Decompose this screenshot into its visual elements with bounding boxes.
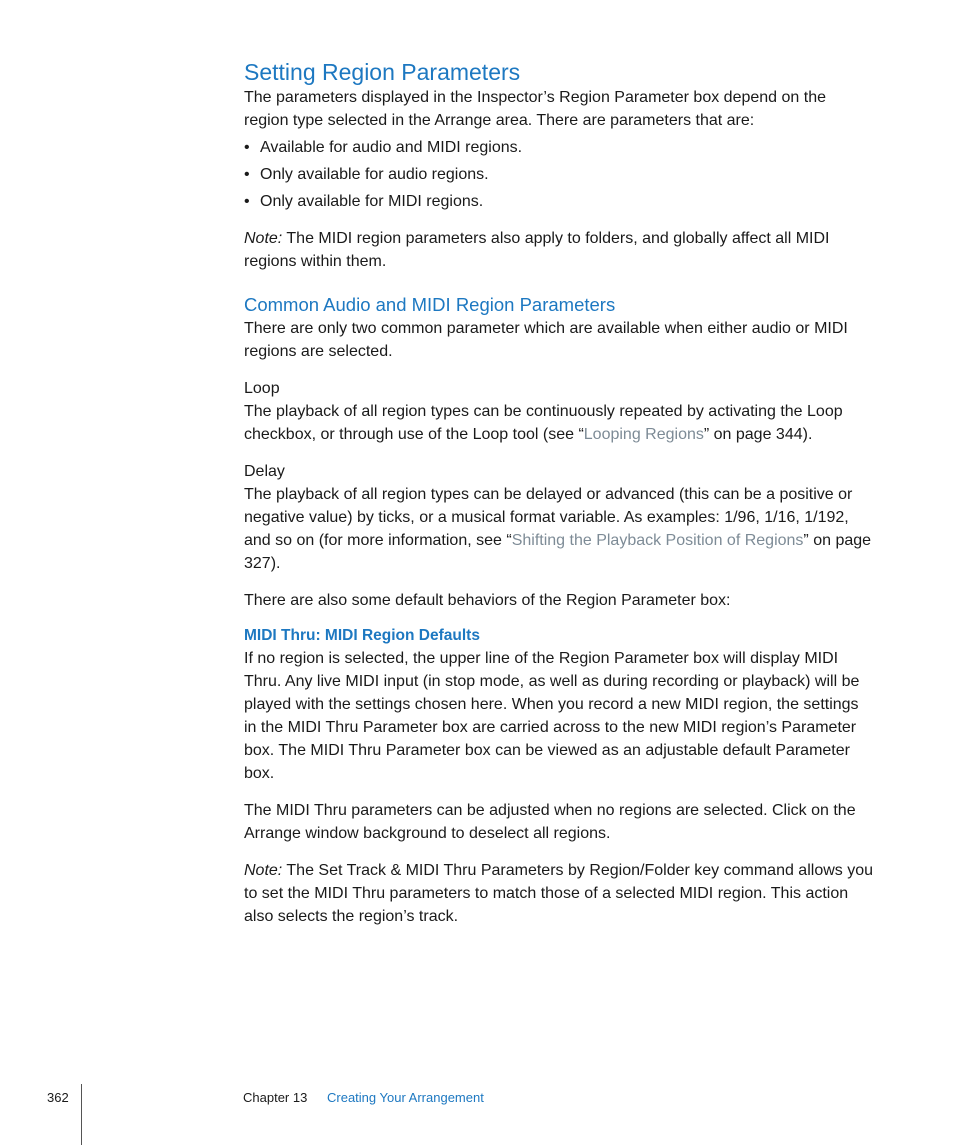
list-item: • Only available for audio regions. [244,163,874,186]
midi-thru-adjust-paragraph: The MIDI Thru parameters can be adjusted when no regions are selected. Click on the Arrange window background to deselect all regions. [244,802,856,842]
common-params-title: Common Audio and MIDI Region Parameters [244,294,616,315]
chapter-title-link[interactable]: Creating Your Arrangement [327,1090,484,1105]
loop-text: The playback of all region types can be continuously repeated by activating the Loop checkbox, or through use of the Loop tool (see “ [244,403,843,443]
list-item: • Available for audio and MIDI regions. [244,136,874,159]
note-text: The Set Track & MIDI Thru Parameters by Region/Folder key command allows you to set the MIDI Thru parameters to match those of a selected MIDI region. This action also selects the region’s track. [244,862,874,925]
looping-regions-link[interactable]: Looping Regions [583,426,704,443]
delay-text-end: ” on page 327). [244,532,872,572]
midi-thru-note [244,859,874,928]
defaults-intro: There are also some default behaviors of the Region Parameter box: [244,592,731,609]
note-paragraph [244,227,874,273]
delay-paragraph [244,483,874,575]
loop-heading: Loop [244,380,280,397]
page-content [244,58,874,928]
chapter-label: Chapter 13 [243,1090,308,1105]
delay-text: The playback of all region types can be delayed or advanced (this can be a positive or negative value) by ticks, or a musical format variable. As examples: 1/96, 1/16, 1/192, and so on (for more information, see “ [244,486,853,549]
note-text: The MIDI region parameters also apply to folders, and globally affect all MIDI regions within them. [244,230,830,270]
midi-thru-paragraph: If no region is selected, the upper line of the Region Parameter box will display MIDI Thru. Any live MIDI input (in stop mode, as well as during recording or playback) will be played with the settings chosen here. When you record a new MIDI region, the settings in the MIDI Thru Parameter box are carried across to the new MIDI region’s Parameter box. The MIDI Thru Parameter box can be viewed as an adjustable default Parameter box. [244,650,860,782]
section-title: Setting Region Parameters [244,59,521,85]
shifting-playback-link[interactable]: Shifting the Playback Position of Regions [511,532,804,549]
note-label: Note: [244,862,283,879]
page-footer [0,1084,954,1145]
list-item: • Only available for MIDI regions. [244,190,874,213]
common-params-intro: There are only two common parameter which are available when either audio or MIDI regions are selected. [244,320,848,360]
loop-paragraph [244,400,874,446]
page-number: 362 [47,1090,69,1105]
delay-heading: Delay [244,463,285,480]
note-label: Note: [244,230,283,247]
footer-divider [81,1084,82,1145]
midi-thru-title: MIDI Thru: MIDI Region Defaults [244,627,480,644]
parameter-type-list [244,136,874,213]
loop-text-end: ” on page 344). [703,426,813,443]
section-intro: The parameters displayed in the Inspector’s Region Parameter box depend on the region type selected in the Arrange area. There are parameters that are: [244,89,826,129]
